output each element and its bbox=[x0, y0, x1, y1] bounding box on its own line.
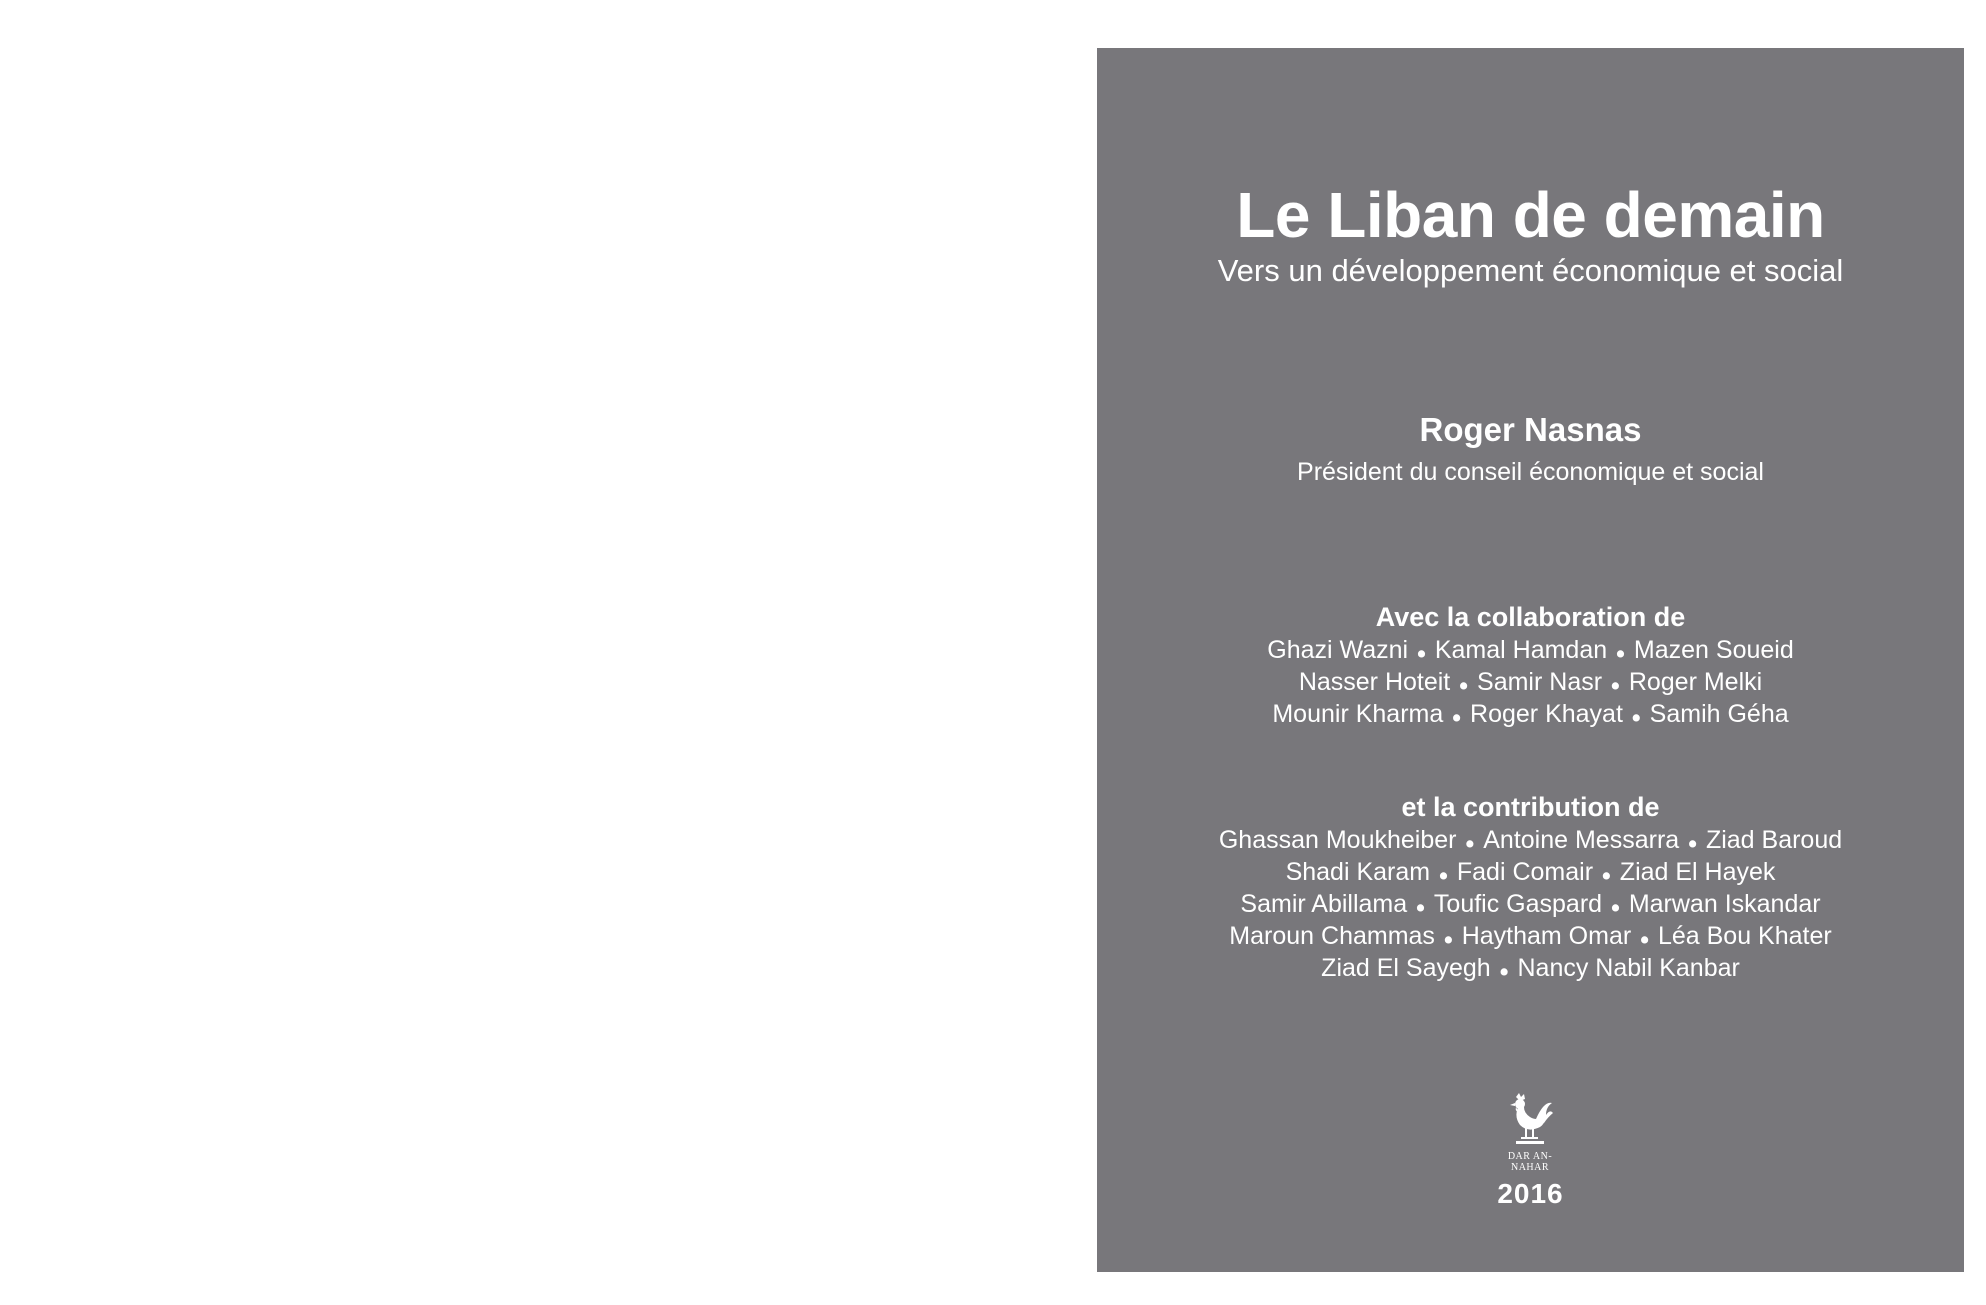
contributors-row bbox=[1097, 888, 1964, 920]
person-name: Antoine Messarra bbox=[1483, 826, 1680, 854]
bullet-separator: • bbox=[1416, 894, 1425, 922]
bullet-separator: • bbox=[1616, 640, 1625, 668]
bullet-separator: • bbox=[1611, 894, 1620, 922]
person-name: Mounir Kharma bbox=[1272, 700, 1444, 728]
bullet-separator: • bbox=[1631, 704, 1641, 732]
book-title: Le Liban de demain bbox=[1236, 179, 1825, 251]
bullet-separator: • bbox=[1688, 830, 1697, 858]
person-name: Léa Bou Khater bbox=[1657, 922, 1832, 950]
contributors-row bbox=[1097, 856, 1964, 888]
person-name: Roger Khayat bbox=[1470, 700, 1623, 728]
person-name: Toufic Gaspard bbox=[1433, 890, 1603, 918]
collaboration-heading: Avec la collaboration de bbox=[1375, 602, 1686, 632]
person-name: Ziad El Sayegh bbox=[1321, 954, 1491, 982]
person-name: Ghassan Moukheiber bbox=[1218, 826, 1457, 854]
person-name: Ziad El Hayek bbox=[1619, 858, 1776, 886]
bullet-separator: • bbox=[1417, 640, 1426, 668]
person-name: Samir Nasr bbox=[1477, 668, 1603, 696]
publisher-name: DAR AN-NAHAR bbox=[1507, 1151, 1553, 1173]
person-name: Samir Abillama bbox=[1240, 890, 1408, 918]
bullet-separator: • bbox=[1640, 926, 1649, 954]
collaborators-row bbox=[1097, 634, 1964, 666]
person-name: Kamal Hamdan bbox=[1434, 636, 1608, 664]
person-name: Ziad Baroud bbox=[1705, 826, 1843, 854]
contributors-row bbox=[1097, 920, 1964, 952]
collaborators-list bbox=[1097, 634, 1964, 730]
bullet-separator: • bbox=[1602, 862, 1611, 890]
person-name: Ghazi Wazni bbox=[1267, 636, 1409, 664]
person-name: Haytham Omar bbox=[1461, 922, 1632, 950]
contribution-heading: et la contribution de bbox=[1401, 792, 1660, 822]
author-name: Roger Nasnas bbox=[1419, 411, 1642, 448]
bullet-separator: • bbox=[1499, 958, 1509, 986]
publication-year: 2016 bbox=[1497, 1178, 1564, 1209]
book-subtitle: Vers un développement économique et social bbox=[1217, 253, 1844, 288]
person-name: Samih Géha bbox=[1649, 700, 1789, 728]
bullet-separator: • bbox=[1443, 926, 1453, 954]
contributors-list bbox=[1097, 824, 1964, 984]
bullet-separator: • bbox=[1611, 672, 1620, 700]
bullet-separator: • bbox=[1459, 672, 1469, 700]
collaborators-row bbox=[1097, 666, 1964, 698]
person-name: Mazen Soueid bbox=[1633, 636, 1794, 664]
collaborators-row bbox=[1097, 698, 1964, 730]
author-role: Président du conseil économique et social bbox=[1297, 458, 1764, 486]
person-name: Fadi Comair bbox=[1456, 858, 1594, 886]
rooster-icon bbox=[1506, 1093, 1554, 1149]
bullet-separator: • bbox=[1439, 862, 1448, 890]
person-name: Shadi Karam bbox=[1285, 858, 1431, 886]
person-name: Nancy Nabil Kanbar bbox=[1517, 954, 1740, 982]
publisher-logo bbox=[1494, 1093, 1566, 1173]
contributors-row bbox=[1097, 952, 1964, 984]
person-name: Nasser Hoteit bbox=[1298, 668, 1451, 696]
book-cover bbox=[1097, 48, 1964, 1272]
person-name: Maroun Chammas bbox=[1229, 922, 1435, 950]
bullet-separator: • bbox=[1452, 704, 1462, 732]
person-name: Roger Melki bbox=[1628, 668, 1763, 696]
bullet-separator: • bbox=[1465, 830, 1475, 858]
person-name: Marwan Iskandar bbox=[1628, 890, 1821, 918]
contributors-row bbox=[1097, 824, 1964, 856]
